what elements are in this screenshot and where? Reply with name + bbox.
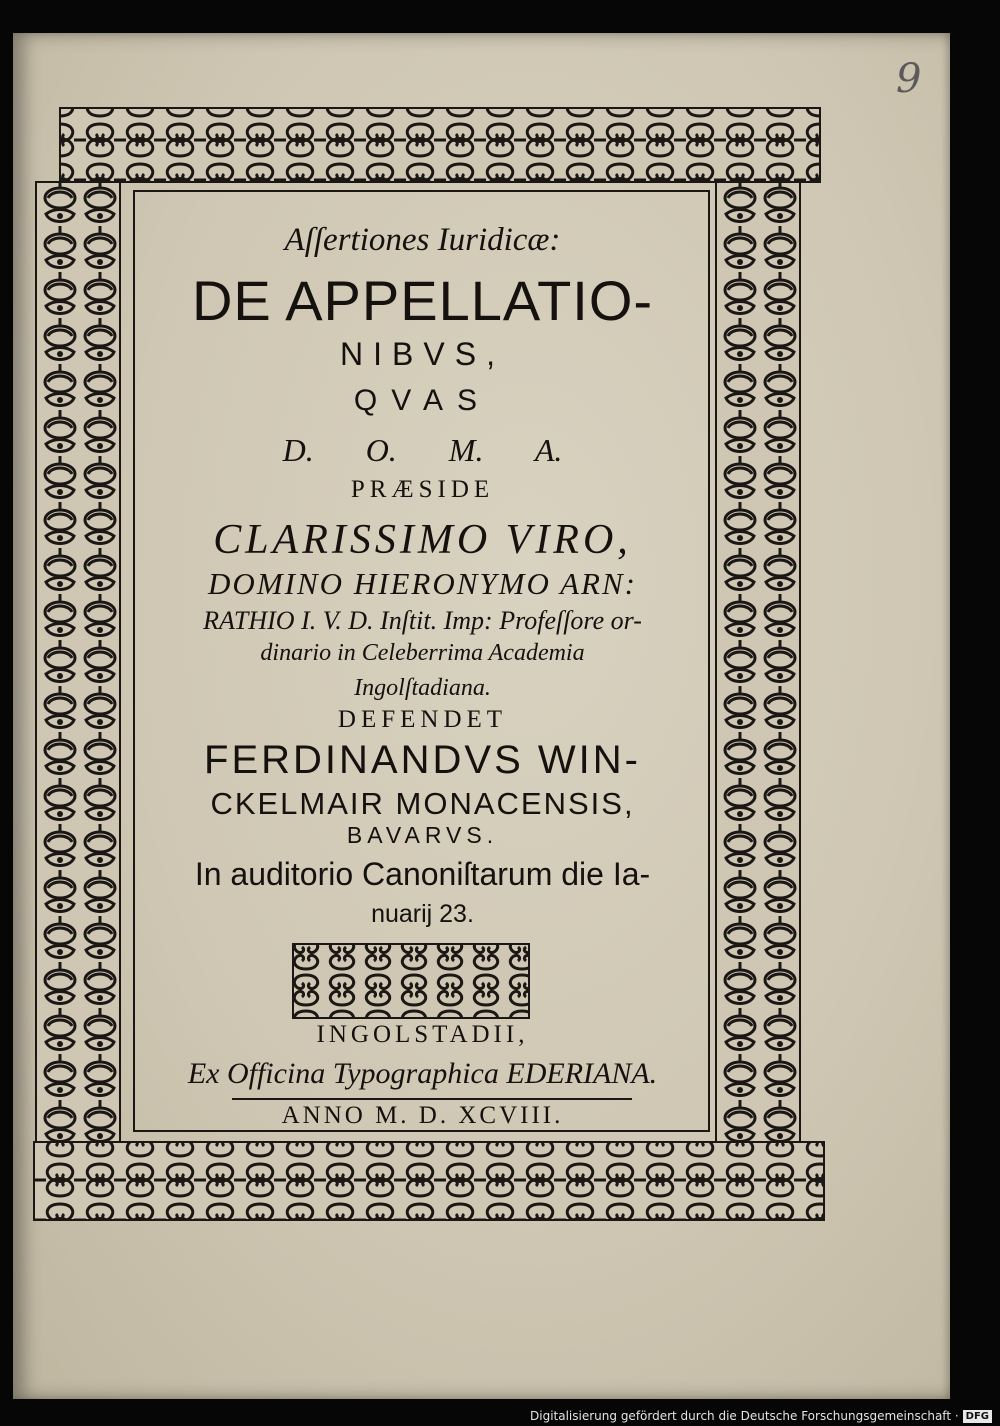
defendet-line: DEFENDET xyxy=(337,706,508,733)
bavarus-line: BAVARVS. xyxy=(346,822,499,848)
funding-text: Digitalisierung gefördert durch die Deutsche Forschungsgemeinschaft · xyxy=(530,1409,959,1423)
imprint-rule xyxy=(232,1098,632,1100)
ornament-bottom xyxy=(34,1142,824,1220)
respondent-line-2: CKELMAIR MONACENSIS, xyxy=(210,786,635,821)
main-title-line-1: DE APPELLATIO- xyxy=(191,269,654,332)
main-title-line-2: NIBVS, xyxy=(340,336,505,372)
ornament-right xyxy=(716,182,800,1142)
date-line: nuarij 23. xyxy=(371,900,474,928)
auditorio-line: In auditorio Canoniſtarum die Ia- xyxy=(194,856,651,892)
imprint-year: ANNO M. D. XCVIII. xyxy=(281,1102,564,1129)
ingolstadiana-line: Ingolſtadiana. xyxy=(354,675,491,701)
quas-line: QVAS xyxy=(353,384,492,417)
funding-footer xyxy=(530,1409,992,1423)
imprint-place: INGOLSTADII, xyxy=(316,1021,529,1048)
academia-line: dinario in Celeberrima Academia xyxy=(260,640,585,666)
dfg-logo-icon: DFG xyxy=(963,1410,992,1423)
ornament-left xyxy=(36,182,120,1142)
imprint-printer: Ex Officina Typographica EDERIANA. xyxy=(187,1057,658,1090)
domino-line: DOMINO HIERONYMO ARN: xyxy=(208,566,637,601)
domA-line: D. O. M. A. xyxy=(282,432,563,468)
subtitle-assertiones: Aſſertiones Iuridicæ: xyxy=(284,222,561,258)
respondent-line-1: FERDINANDVS WIN- xyxy=(204,738,641,782)
ornament-top xyxy=(60,108,820,182)
clarissimo-line: CLARISSIMO VIRO, xyxy=(213,517,632,563)
praeside-line: PRÆSIDE xyxy=(350,476,495,503)
rathio-line: RATHIO I. V. D. Inſtit. Imp: Profeſſore or- xyxy=(203,606,642,635)
folio-number: 9 xyxy=(896,56,922,102)
